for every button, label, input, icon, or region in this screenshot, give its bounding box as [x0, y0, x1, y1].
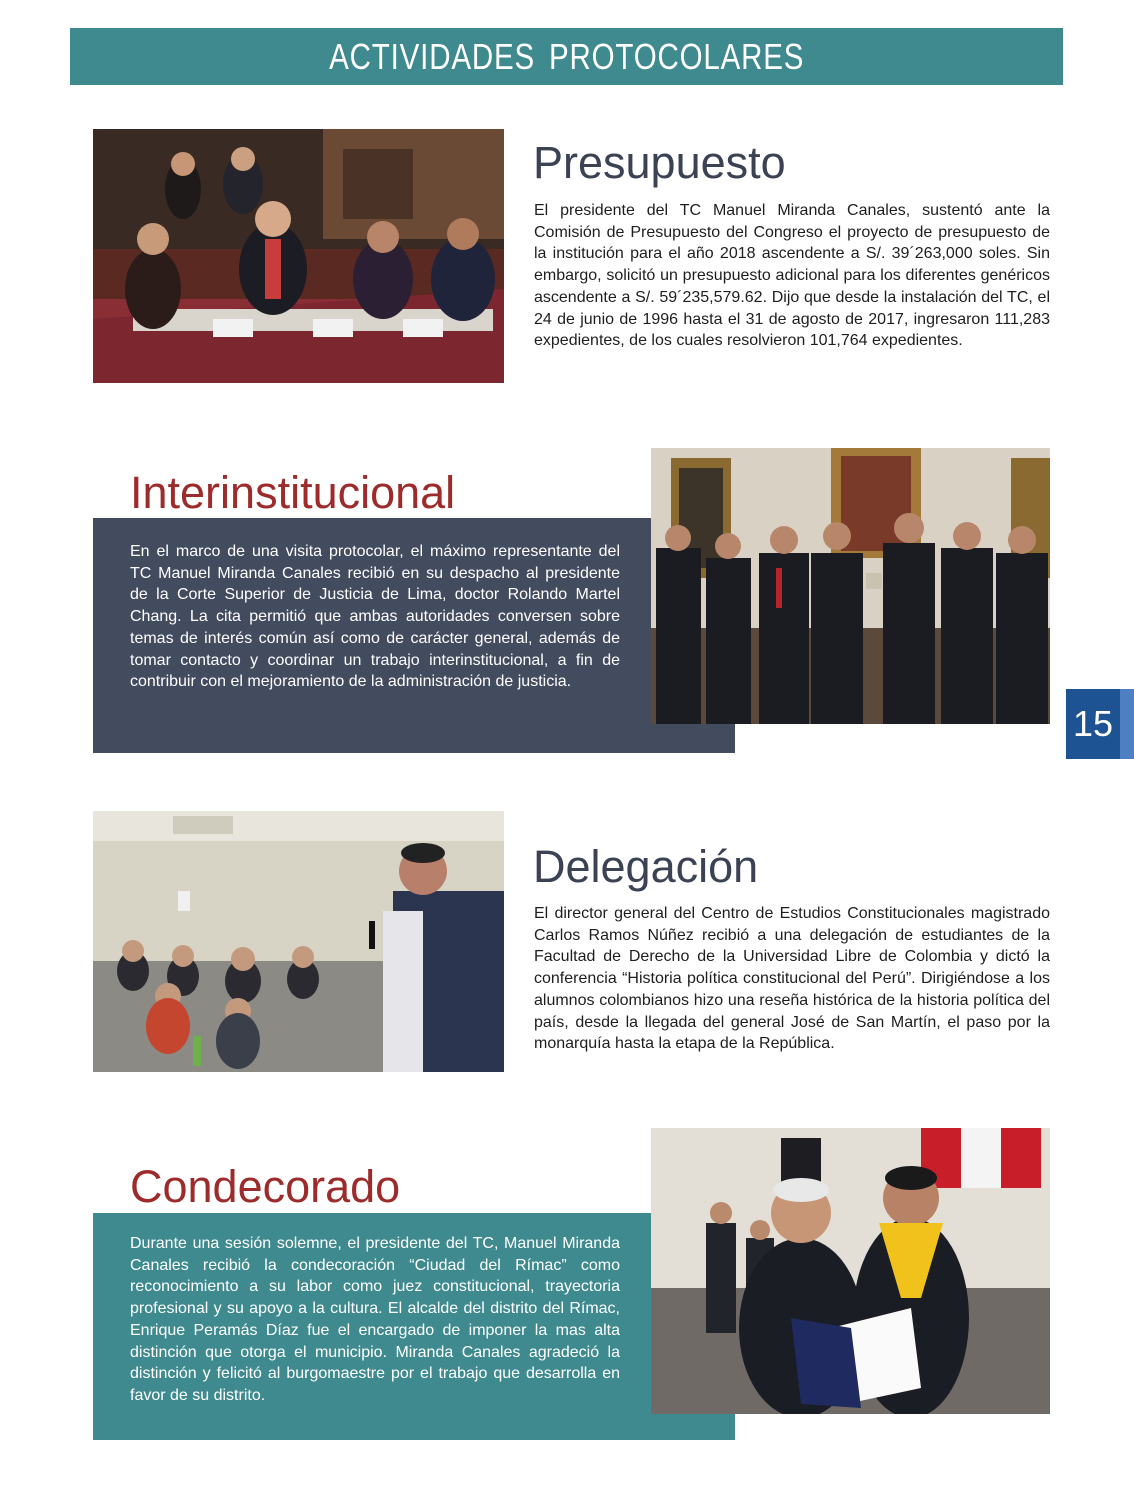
- photo-student-delegation-conference: [93, 811, 504, 1072]
- text-presupuesto: El presidente del TC Manuel Miranda Canales, sustentó ante la Comisión de Presupuesto del Congreso el proyecto de presupuesto de la institución para el año 2018 ascendente a S/. 39´263,000 soles. Sin embargo, solicitó un presupuesto adicional para los diferentes genéricos ascendente a S/. 59´235,579.62. Dijo que desde la instalación del TC, el 24 de junio de 1996 hasta el 31 de agosto de 2017, ingresaron 111,283 expedientes, de los cuales resolvieron 101,764 expedientes.: [534, 202, 1050, 350]
- heading-presupuesto: Presupuesto: [533, 137, 786, 188]
- text-delegacion: El director general del Centro de Estudios Constitucionales magistrado Carlos Ramos Núñez recibió a una delegación de estudiantes de la Facultad de Derecho de la Universidad Libre de Colombia y dictó la conferencia “Historia política constitucional del Perú”. Dirigiéndose a los alumnos colombianos hizo una reseña histórica de la historia política del país, desde la llegada del general José de San Martín, el paso por la monarquía hasta la etapa de la República.: [534, 905, 1050, 1053]
- text-condecorado: Durante una sesión solemne, el presidente del TC, Manuel Miranda Canales recibió la condecoración “Ciudad del Rímac” como reconocimiento a su labor como juez constitucional, trayectoria profesional y su apoyo a la cultura. El alcalde del distrito del Rímac, Enrique Peramás Díaz fue el encargado de imponer la mas alta distinción que otorga el municipio. Miranda Canales agradeció la distinción y felicitó al burgomaestre por el trabajo que desarrolla en favor de su distrito.: [130, 1235, 620, 1404]
- photo-award-ceremony: [651, 1128, 1050, 1414]
- heading-condecorado: Condecorado: [130, 1161, 401, 1212]
- photo-congress-budget-session: [93, 129, 504, 383]
- page-number-tab: [1066, 689, 1120, 759]
- section-banner: [70, 28, 1063, 85]
- page-number: 15: [1072, 703, 1114, 744]
- page-tab-stripe: [1120, 689, 1134, 759]
- banner-title: ACTIVIDADES PROTOCOLARES: [328, 35, 805, 77]
- heading-interinstitucional: Interinstitucional: [130, 467, 456, 518]
- heading-delegacion: Delegación: [533, 841, 759, 892]
- photo-official-visit-group: [651, 448, 1050, 724]
- text-interinstitucional: En el marco de una visita protocolar, el máximo representante del TC Manuel Miranda Canales recibió en su despacho al presidente de la Corte Superior de Justicia de Lima, doctor Rolando Martel Chang. La cita permitió que ambas autoridades conversen sobre temas de interés común así como de carácter general, además de tomar contacto y coordinar un trabajo interinstitucional, a fin de contribuir con el mejoramiento de la administración de justicia.: [130, 543, 620, 691]
